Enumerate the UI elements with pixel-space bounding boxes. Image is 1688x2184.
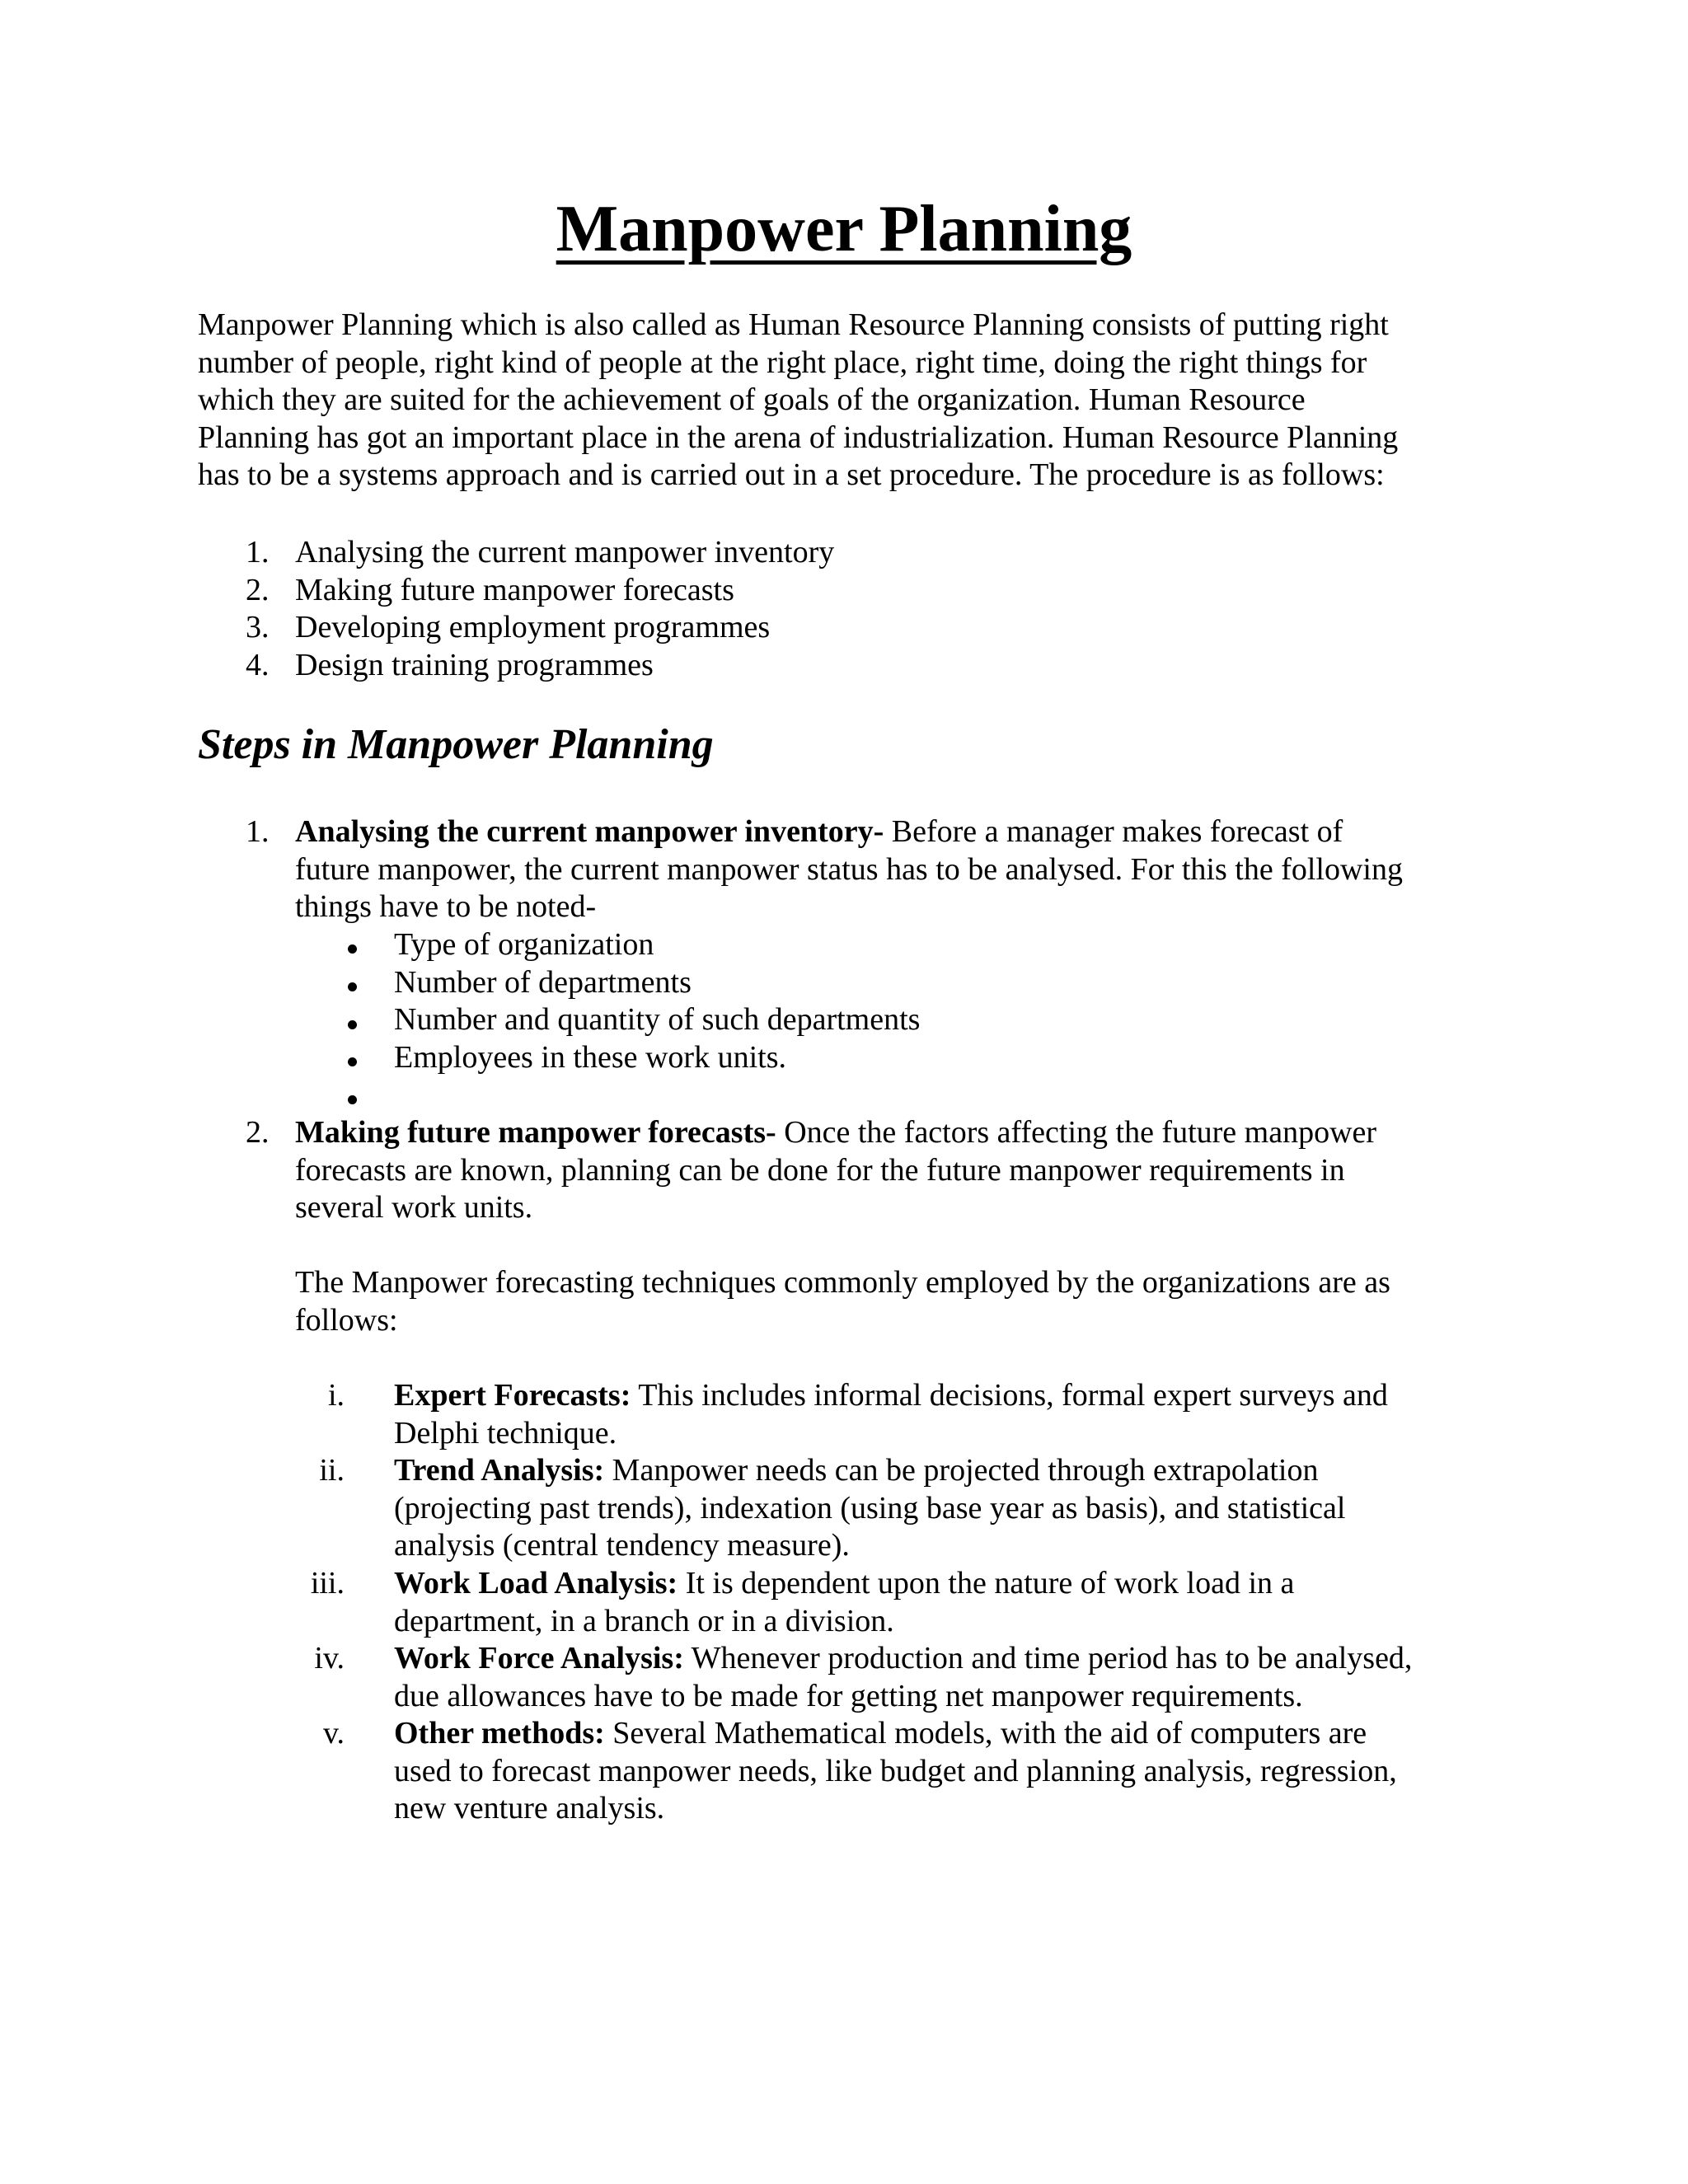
step-title: Analysing the current manpower inventory- bbox=[295, 814, 884, 849]
list-item bbox=[198, 609, 834, 647]
technique-trend-analysis bbox=[394, 1452, 1345, 1565]
technique-text: This includes informal decisions, formal expert surveys and bbox=[631, 1378, 1388, 1413]
technique-title: Trend Analysis: bbox=[394, 1453, 605, 1488]
list-item-text: Making future manpower forecasts bbox=[295, 572, 734, 607]
technique-title: Work Load Analysis: bbox=[394, 1566, 678, 1601]
technique-expert-forecasts bbox=[394, 1377, 1388, 1452]
bullet-icon bbox=[348, 982, 357, 991]
step-line bbox=[295, 813, 1403, 851]
bullet-list bbox=[394, 926, 920, 1076]
steps-heading: Steps in Manpower Planning bbox=[198, 721, 714, 768]
technique-title: Other methods: bbox=[394, 1716, 605, 1750]
list-item-text: Design training programmes bbox=[295, 647, 654, 682]
intro-line: number of people, right kind of people at the right place, right time, doing the right things for bbox=[198, 344, 1367, 380]
bullet-icon bbox=[348, 1020, 357, 1029]
technique-text: It is dependent upon the nature of work load in a bbox=[678, 1566, 1295, 1601]
page-title: Manpower Planning bbox=[556, 193, 1132, 265]
list-item-text: Analysing the current manpower inventory bbox=[295, 535, 835, 569]
step-forecasts bbox=[295, 1114, 1376, 1227]
technique-text: Whenever production and time period has to be analysed, bbox=[683, 1641, 1413, 1675]
technique-line bbox=[394, 1377, 1388, 1415]
intro-line: has to be a systems approach and is carried out in a set procedure. The procedure is as follows: bbox=[198, 457, 1385, 492]
technique-title: Expert Forecasts: bbox=[394, 1378, 631, 1413]
technique-work-force-analysis bbox=[394, 1640, 1412, 1715]
technique-line: analysis (central tendency measure). bbox=[394, 1528, 850, 1563]
technique-line: (projecting past trends), indexation (using base year as basis), and statistical bbox=[394, 1490, 1346, 1526]
paragraph-line: follows: bbox=[295, 1302, 398, 1338]
list-number: 1. bbox=[246, 535, 270, 569]
roman-numeral: i. bbox=[327, 1378, 345, 1413]
step-line: future manpower, the current manpower status has to be analysed. For this the following bbox=[295, 851, 1403, 887]
roman-numeral: ii. bbox=[319, 1453, 345, 1488]
step-line bbox=[295, 1114, 1376, 1152]
technique-text: Several Mathematical models, with the aid of computers are bbox=[604, 1716, 1367, 1750]
roman-numeral: iv. bbox=[314, 1641, 345, 1675]
list-number: 2. bbox=[246, 572, 270, 607]
technique-work-load-analysis bbox=[394, 1565, 1294, 1640]
roman-numeral: v. bbox=[322, 1716, 345, 1750]
intro-paragraph bbox=[198, 307, 1451, 494]
technique-line: used to forecast manpower needs, like budget and planning analysis, regression, bbox=[394, 1753, 1397, 1788]
bullet-icon bbox=[348, 1095, 357, 1104]
list-item bbox=[198, 534, 834, 572]
step-number: 2. bbox=[246, 1115, 270, 1150]
step-line: forecasts are known, planning can be done for the future manpower requirements in bbox=[295, 1152, 1345, 1188]
technique-line bbox=[394, 1640, 1412, 1678]
roman-numeral: iii. bbox=[310, 1566, 345, 1601]
technique-line bbox=[394, 1565, 1294, 1603]
bullet-item: Number and quantity of such departments bbox=[394, 1002, 921, 1037]
technique-other-methods bbox=[394, 1715, 1397, 1828]
technique-line: new venture analysis. bbox=[394, 1791, 665, 1825]
step-title: Making future manpower forecasts- bbox=[295, 1115, 776, 1150]
technique-line bbox=[394, 1715, 1397, 1753]
procedure-list bbox=[198, 534, 834, 684]
intro-line: which they are suited for the achievement of goals of the organization. Human Resource bbox=[198, 382, 1306, 417]
bullet-icon bbox=[348, 944, 357, 954]
list-item bbox=[198, 572, 834, 610]
bullet-item: Employees in these work units. bbox=[394, 1039, 786, 1075]
step-text: Once the factors affecting the future manpower bbox=[776, 1115, 1377, 1150]
technique-text: Manpower needs can be projected through extrapolation bbox=[604, 1453, 1319, 1488]
step-text: Before a manager makes forecast of bbox=[884, 814, 1343, 849]
technique-line: Delphi technique. bbox=[394, 1415, 617, 1451]
forecasting-paragraph bbox=[295, 1264, 1390, 1339]
intro-line: Planning has got an important place in the arena of industrialization. Human Resource Planning bbox=[198, 419, 1399, 455]
list-number: 4. bbox=[246, 647, 270, 682]
list-number: 3. bbox=[246, 610, 270, 644]
intro-line: Manpower Planning which is also called as Human Resource Planning consists of putting right bbox=[198, 307, 1389, 342]
technique-line: department, in a branch or in a division. bbox=[394, 1603, 894, 1638]
list-item-text: Developing employment programmes bbox=[295, 610, 771, 644]
technique-line: due allowances have to be made for getting net manpower requirements. bbox=[394, 1678, 1303, 1713]
step-analysing bbox=[295, 813, 1403, 926]
bullet-item: Type of organization bbox=[394, 927, 654, 962]
technique-line bbox=[394, 1452, 1345, 1490]
paragraph-line: The Manpower forecasting techniques commonly employed by the organizations are as bbox=[295, 1265, 1390, 1300]
step-line: things have to be noted- bbox=[295, 889, 597, 924]
list-item bbox=[198, 647, 834, 685]
bullet-item: Number of departments bbox=[394, 964, 692, 1000]
bullet-icon bbox=[348, 1057, 357, 1066]
technique-title: Work Force Analysis: bbox=[394, 1641, 684, 1675]
step-number: 1. bbox=[246, 814, 270, 849]
step-line: several work units. bbox=[295, 1190, 533, 1225]
